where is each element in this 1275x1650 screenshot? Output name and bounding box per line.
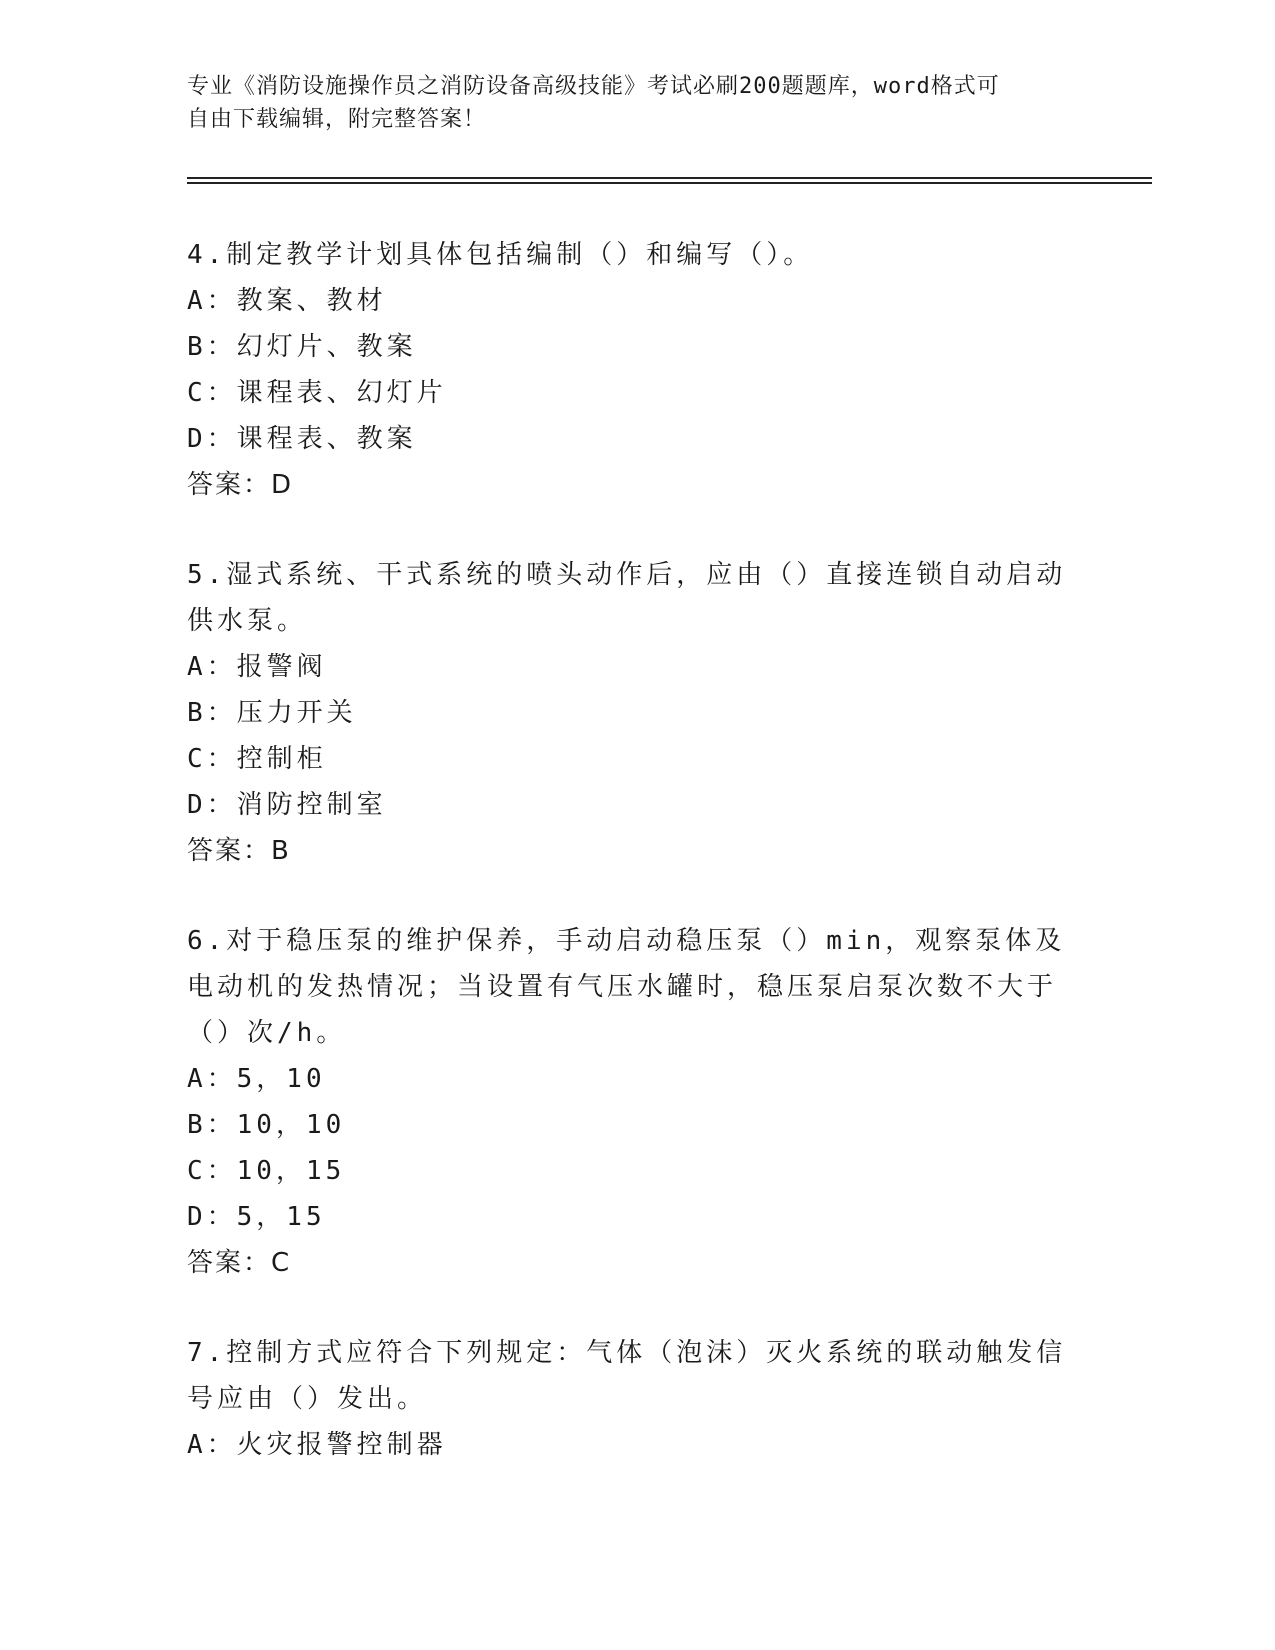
question-text: 7.控制方式应符合下列规定：气体（泡沫）灭火系统的联动触发信号应由（）发出。 — [187, 1338, 1067, 1414]
answer-line: 答案：D — [187, 470, 294, 500]
option-a: A：5，10 — [187, 1064, 326, 1094]
header-line-2: 自由下载编辑，附完整答案！ — [187, 107, 487, 132]
question-5 — [187, 552, 1077, 874]
option-b: B：幻灯片、教案 — [187, 332, 417, 362]
answer-line: 答案：C — [187, 1248, 292, 1278]
option-c: C：控制柜 — [187, 744, 327, 774]
question-7 — [187, 1330, 1077, 1468]
question-text: 5.湿式系统、干式系统的喷头动作后，应由（）直接连锁自动启动供水泵。 — [187, 560, 1067, 636]
header-line-1: 专业《消防设施操作员之消防设备高级技能》考试必刷200题题库，word格式可 — [187, 74, 1000, 99]
option-d: D：5，15 — [187, 1202, 326, 1232]
option-a: A：教案、教材 — [187, 286, 387, 316]
question-text: 4.制定教学计划具体包括编制（）和编写（）。 — [187, 240, 814, 270]
option-d: D：消防控制室 — [187, 790, 387, 820]
option-c: C：课程表、幻灯片 — [187, 378, 447, 408]
question-text: 6.对于稳压泵的维护保养，手动启动稳压泵（）min，观察泵体及电动机的发热情况；当设置有气压水罐时，稳压泵启泵次数不大于（）次/h。 — [187, 926, 1066, 1048]
question-6 — [187, 918, 1077, 1286]
answer-line: 答案：B — [187, 836, 291, 866]
document-header — [187, 70, 1067, 136]
question-list — [187, 232, 1077, 1512]
option-b: B：压力开关 — [187, 698, 357, 728]
option-d: D：课程表、教案 — [187, 424, 417, 454]
option-a: A：火灾报警控制器 — [187, 1430, 447, 1460]
header-divider-top — [187, 177, 1152, 179]
header-divider-bottom — [187, 182, 1152, 184]
question-4 — [187, 232, 1077, 508]
option-a: A：报警阀 — [187, 652, 327, 682]
option-b: B：10，10 — [187, 1110, 346, 1140]
option-c: C：10，15 — [187, 1156, 346, 1186]
